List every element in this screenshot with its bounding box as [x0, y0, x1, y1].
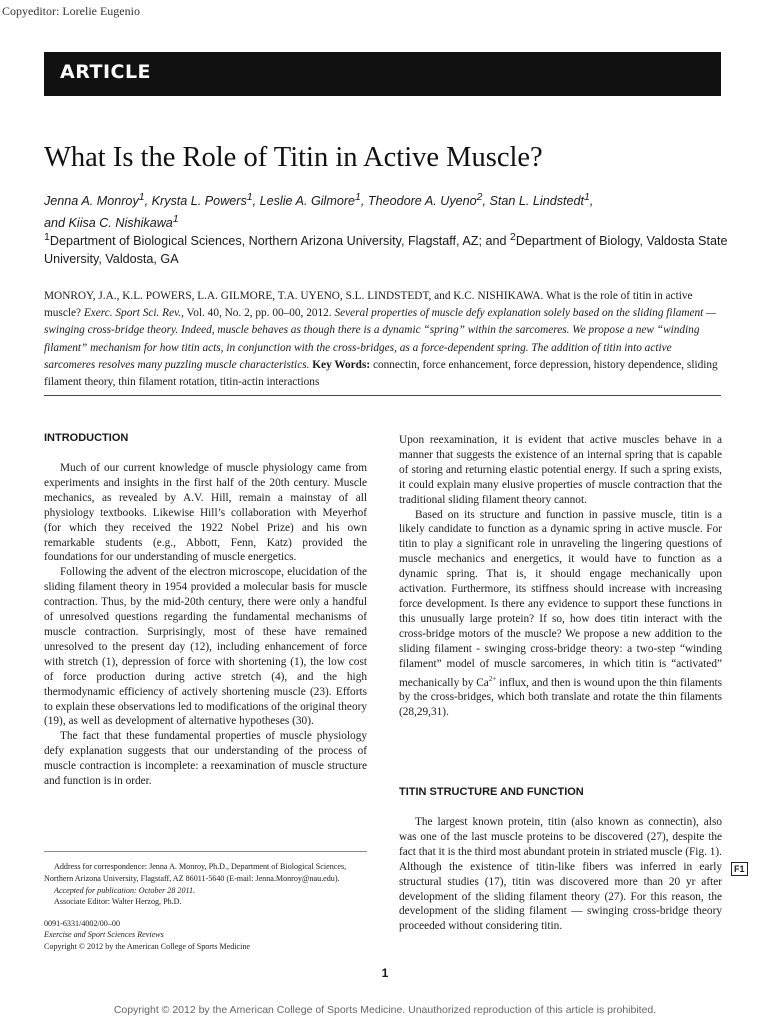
journal-copyright: Copyright © 2012 by the American College of Sports Medicine — [44, 941, 250, 951]
author-list — [44, 188, 734, 232]
paragraph: Based on its structure and function in passive muscle, titin is a likely candidate to function as a dynamic spring in active muscle. For titin to play a significant role in unraveling the lingering questions of muscle mechanics and energetics, it would have to function as a dynamic spring. That is, it should engage mechanically upon activation. Furthermore, its stiffness should increase with increasing force development. Is there any evidence to support these functions in this unusually large protein? If so, how does titin interact with the cross-bridge motors of the muscle? We propose a new addition to the sliding filament - swinging cross-bridge theory: a two-step “winding filament” model of muscle sarcomeres, in which titin is “activated” mechanically by $Ca^{2+}$ influx, and then is wound upon the thin filaments by the cross-bridges, which both translate and rotate the thin filaments (28,29,31). — [399, 508, 723, 719]
author: Stan L. Lindstedt$^1$, — [489, 191, 594, 209]
paragraph: Much of our current knowledge of muscle physiology came from experiments and insights in the first half of the 20th century. Muscle mechanics, as revealed by A.V. Hill, remain a mainstay of all physiology textbooks. Likewise Hill’s collaboration with Meyerhof (for which they received the 1922 Nobel Prize) and his own remarkable students (e.g., Abbott, Fenn, Katz) provided the foundations for our understanding of muscle energetics. — [44, 462, 367, 564]
section-heading-introduction: INTRODUCTION — [44, 432, 129, 444]
accepted-date: Accepted for publication: October 28 2011. — [54, 885, 196, 895]
section-heading-titin: TITIN STRUCTURE AND FUNCTION — [399, 786, 584, 798]
right-column-body — [399, 433, 722, 720]
author: Jenna A. Monroy$^1$, — [44, 191, 152, 209]
paragraph: The largest known protein, titin (also known as connectin), also was one of the last muscle proteins to be discovered (27), despite the fact that it is the third most abundant protein in striated muscle (Fig. 1). Although the existence of titin-like fibers was inferred in early structural studies (17), titin was discovered more than 20 yr after development of the sliding filament theory (27). For this reason, the development of the sliding filament — swinging cross-bridge theory proceeded without considering titin. — [399, 816, 722, 933]
abstract: MONROY, J.A., K.L. POWERS, L.A. GILMORE, T.A. UYENO, S.L. LINDSTEDT, and K.C. NISHIKAWA. What is the role of titin in active muscle? Exerc. Sport Sci. Rev., Vol. 40, No. 2, pp. 00–00, 2012. Several properties of muscle defy explanation solely based on the sliding filament — swinging cross-bridge theory. Indeed, muscle behaves as though there is a dynamic “spring” within the sarcomeres. We propose a new “winding filament” mechanism for how titin acts, in conjunction with the cross-bridges, as a force-dependent spring. The addition of titin into active sarcomeres resolves many puzzling muscle characteristics. Key Words: connectin, force enhancement, force depression, history dependence, sliding filament theory, thin filament rotation, titin-actin interactions — [44, 290, 718, 389]
publication-footnote — [44, 918, 367, 952]
article-title: What Is the Role of Titin in Active Muscle? — [44, 142, 543, 173]
paragraph: The fact that these fundamental properties of muscle physiology defy explanation suggests that our understanding of the process of muscle contraction is incomplete: a reexamination of muscle structure and function is in order. — [44, 730, 367, 788]
article-banner-label: ARTICLE — [60, 61, 152, 83]
copyright-notice: Copyright © 2012 by the American College of Sports Medicine. Unauthorized reproduction of this article is prohibited. — [113, 1004, 657, 1016]
issn: 0091-6331/4002/00–00 — [44, 919, 120, 928]
author: Krysta L. Powers$^1$, — [151, 191, 260, 209]
footnote-divider — [44, 851, 367, 852]
author: Theodore A. Uyeno$^2$, — [367, 191, 490, 209]
associate-editor: Associate Editor: Walter Herzog, Ph.D. — [54, 897, 182, 907]
abstract-divider — [44, 395, 721, 396]
author: Leslie A. Gilmore$^1$, — [259, 191, 368, 209]
copyeditor-note: Copyeditor: Lorelie Eugenio — [2, 4, 140, 18]
correspondence-address: Address for correspondence: Jenna A. Monroy, Ph.D., Department of Biological Sciences, Northern Arizona University, Flagstaff, AZ 86011-5640 (E-mail: Jenna.Monroy@nau.edu). — [44, 862, 347, 883]
paragraph: Following the advent of the electron microscope, elucidation of the sliding filament theory in 1954 provided a molecular basis for muscle contraction. Thus, by the mid-20th century, there were only a handful of unresolved questions regarding the fundamental mechanisms of muscle contraction. Surprisingly, most of these have remained unresolved to the present day (12), including enhancement of force with stretch (1), depression of force with shortening (1), the low cost of force production during active stretch (4), and the high thermodynamic efficiency of actively shortening muscle (23). Efforts to explain these observations led to modifications of the original theory (19), as well as development of alternative hypotheses (30). — [44, 566, 367, 728]
left-column-body — [44, 461, 367, 789]
page-number: 1 — [381, 966, 389, 980]
affiliations: $^1$Department of Biological Sciences, Northern Arizona University, Flagstaff, AZ; and $^2$Department of Biology, Valdosta State University, Valdosta, GA — [44, 231, 728, 267]
right-column-body-2 — [399, 815, 722, 934]
correspondence-footnote — [44, 861, 367, 908]
paragraph: Upon reexamination, it is evident that active muscles behave in a manner that suggests the existence of an internal spring that is capable of storing and returning elastic potential energy. If such a spring exists, it could explain many elusive properties of muscle contraction that the traditional sliding filament theory cannot. — [399, 434, 722, 506]
journal-name: Exercise and Sport Sciences Reviews — [44, 930, 164, 940]
figure-marker: F1 — [731, 862, 748, 876]
author: and Kiisa C. Nishikawa$^1$ — [44, 213, 179, 231]
